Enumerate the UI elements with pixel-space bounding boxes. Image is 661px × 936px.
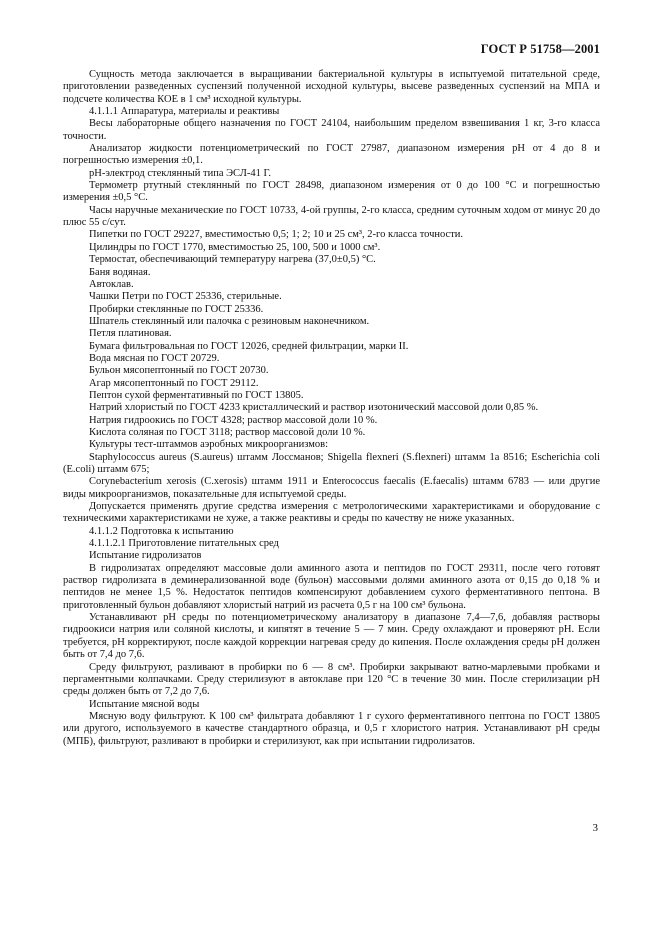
paragraph: Шпатель стеклянный или палочка с резиновым наконечником.	[89, 315, 370, 327]
paragraph: Мясную воду фильтруют. К 100 см³ фильтрата добавляют 1 г сухого ферментативного пептона по ГОСТ 13805 или другого, используемого в качестве стандартного образца, и 0,5 г хлористого натрия. Устанавливают рН среды (МПБ), фильтруют, разливают в пробирки и стерилизуют, как при испытании гидролизатов.	[63, 710, 600, 747]
paragraph: Натрий хлористый по ГОСТ 4233 кристаллический и раствор изотонический массовой доли 0,85 %.	[89, 402, 539, 414]
paragraph: Пробирки стеклянные по ГОСТ 25336.	[89, 303, 264, 315]
paragraph: Устанавливают рН среды по потенциометрическому анализатору в диапазоне 7,4—7,6, добавляя растворы гидроокиси натрия или соляной кислоты, и кипятят в течение 5 — 7 мин. Среду охлаждают и проверяют рН. Если требуется, рН корректируют, после каждой коррекции нагревая среду до кипения. После охлаждения среды рН должен быть от 7,4 до 7,6.	[63, 612, 600, 661]
paragraph: Допускается применять другие средства измерения с метрологическими характеристиками и оборудование с техническими характеристиками не хуже, а также реактивы и среды по качеству не ниже указанных.	[63, 501, 600, 525]
paragraph: Бульон мясопептонный по ГОСТ 20730.	[89, 365, 269, 377]
paragraph: Staphylococcus aureus (S.aureus) штамм Лоссманов; Shigella flexneri (S.flexneri) штамм 1а 8516; Escherichia coli (E.coli) штамм 675;	[63, 451, 600, 475]
page-number: 3	[592, 822, 598, 834]
paragraph: Анализатор жидкости потенциометрический по ГОСТ 27987, диапазоном измерения рН от 4 до 8 и погрешностью измерения ±0,1.	[63, 143, 600, 167]
paragraph: Пептон сухой ферментативный по ГОСТ 13805.	[89, 389, 304, 401]
paragraph: Термометр ртутный стеклянный по ГОСТ 28498, диапазоном измерения от 0 до 100 °С и погрешностью измерения ±0,5 °С.	[63, 180, 600, 204]
paragraph: В гидролизатах определяют массовые доли аминного азота и пептидов по ГОСТ 29311, после чего готовят раствор гидролизата в деминерализованной воде (бульон) массовыми долями аминного азота от 0,15 до 0,18 % и пептидов не менее 1,5 %. Недостаток пептидов компенсируют добавлением сухого ферментативного пептона. В приготовленный бульон добавляют хлористый натрий из расчета 0,5 г на 100 см³ бульона.	[63, 562, 600, 611]
paragraph: Цилиндры по ГОСТ 1770, вместимостью 25, 100, 500 и 1000 см³.	[89, 241, 381, 253]
paragraph: Пипетки по ГОСТ 29227, вместимостью 0,5; 1; 2; 10 и 25 см³, 2-го класса точности.	[89, 229, 464, 241]
subheading: Испытание мясной воды	[89, 698, 200, 710]
document-header: ГОСТ Р 51758—2001	[480, 42, 600, 56]
paragraph: рН-электрод стеклянный типа ЭСЛ-41 Г.	[89, 167, 272, 179]
paragraph: Весы лабораторные общего назначения по ГОСТ 24104, наибольшим пределом взвешивания 1 кг, 3-го класса точности.	[63, 118, 600, 142]
paragraph: Сущность метода заключается в выращивании бактериальной культуры в испытуемой питательной среде, приготовлении разведенных суспензий полученной исходной культуры, высеве разведенных суспензий на МПА и подсчете количества КОЕ в 1 см³ исходной культуры.	[63, 69, 600, 105]
paragraph: Чашки Петри по ГОСТ 25336, стерильные.	[89, 291, 282, 303]
paragraph: Среду фильтруют, разливают в пробирки по 6 — 8 см³. Пробирки закрывают ватно-марлевыми пробками и пергаментными колпачками. Среду стерилизуют в автоклаве при 120 °С в течение 30 мин. После стерилизации рН среды должен быть от 7,2 до 7,6.	[63, 661, 600, 698]
paragraph: Часы наручные механические по ГОСТ 10733, 4-ой группы, 2-го класса, средним суточным ходом от минус 20 до плюс 55 с/сут.	[63, 204, 600, 229]
paragraph: Corynebacterium xerosis (C.xerosis) штамм 1911 и Enterococcus faecalis (E.faecalis) штамм 6783 — или другие виды микроорганизмов, показательные для испытуемой среды.	[63, 476, 600, 500]
paragraph: Кислота соляная по ГОСТ 3118; раствор массовой доли 10 %.	[89, 426, 366, 438]
section-heading: 4.1.1.1 Аппаратура, материалы и реактивы	[89, 106, 280, 118]
section-heading: 4.1.1.2 Подготовка к испытанию	[89, 525, 234, 537]
paragraph: Термостат, обеспечивающий температуру нагрева (37,0±0,5) °С.	[89, 254, 376, 266]
paragraph: Бумага фильтровальная по ГОСТ 12026, средней фильтрации, марки II.	[89, 340, 409, 352]
paragraph: Баня водяная.	[89, 266, 151, 278]
paragraph: Вода мясная по ГОСТ 20729.	[89, 352, 220, 364]
paragraph: Культуры тест-штаммов аэробных микроорганизмов:	[89, 439, 328, 451]
paragraph: Петля платиновая.	[89, 328, 172, 340]
paragraph: Натрия гидроокись по ГОСТ 4328; раствор массовой доли 10 %.	[89, 414, 378, 426]
section-heading: 4.1.1.2.1 Приготовление питательных сред	[89, 538, 279, 550]
document-body	[63, 69, 600, 748]
subheading: Испытание гидролизатов	[89, 550, 202, 562]
paragraph: Автоклав.	[89, 278, 134, 290]
paragraph: Агар мясопептонный по ГОСТ 29112.	[89, 377, 259, 389]
